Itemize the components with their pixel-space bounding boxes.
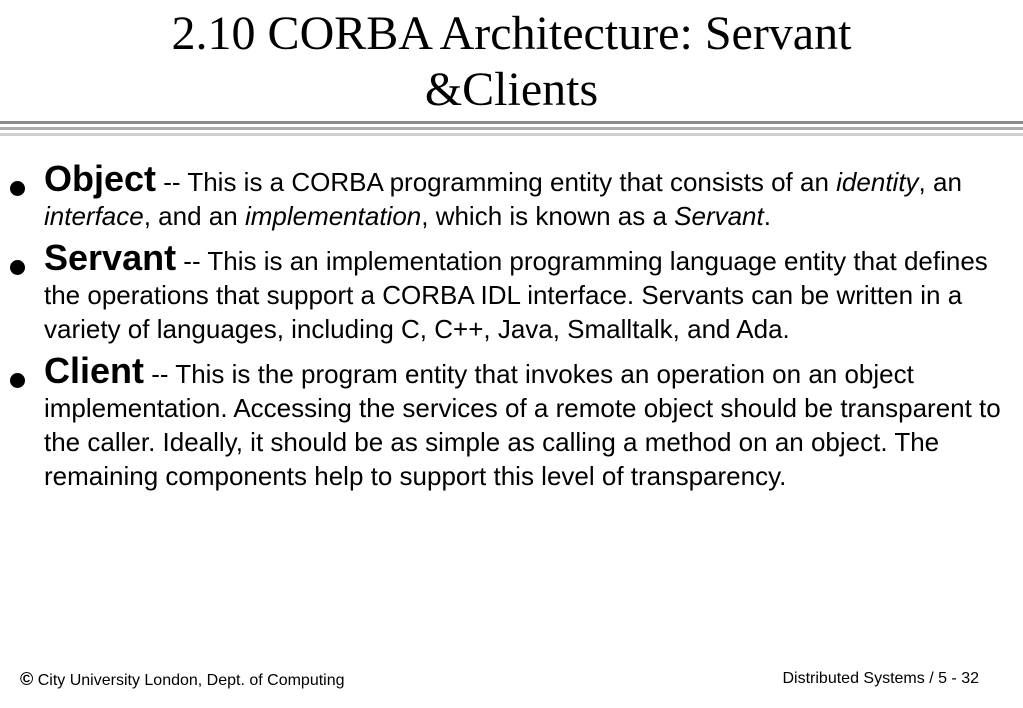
desc-italic-implementation: implementation [244, 201, 422, 231]
title-divider [0, 121, 1023, 139]
bullet-item-servant [10, 237, 1010, 346]
desc-italic-identity: identity [836, 167, 919, 197]
bullet-text [44, 350, 1010, 493]
desc-part: . [763, 201, 771, 231]
footer-page-info: Distributed Systems / 5 - 32 [782, 670, 979, 687]
bullet-item-object [10, 158, 1010, 233]
divider-line [0, 127, 1023, 130]
desc-text: -- This is the program entity that invokes an operation on an object implementation. Accessing the services of a remote object should be transparent to the caller. Ideally, it should be as simple as calling a method on an object. The remaining components help to support this level of transparency. [44, 359, 1001, 491]
slide-title-line-2: &Clients [424, 63, 599, 116]
desc-part: , which is known as a [421, 201, 675, 231]
bullet-list [10, 158, 1010, 501]
footer-left-text: City University London, Dept. of Computing [33, 672, 345, 689]
copyright-icon: © [20, 669, 34, 689]
desc-italic-interface: interface [44, 201, 144, 231]
term-object: Object [44, 158, 157, 199]
slide-title-line-1: 2.10 CORBA Architecture: Servant [171, 7, 852, 60]
desc-part: -- This is a CORBA programming entity that consists of an [156, 167, 837, 197]
bullet-text [44, 237, 1010, 346]
footer-copyright [20, 669, 345, 691]
bullet-text [44, 158, 1010, 233]
term-client: Client [44, 350, 145, 391]
bullet-dot-icon [10, 260, 25, 275]
slide-title [0, 6, 1023, 118]
desc-part: , and an [143, 201, 245, 231]
bullet-dot-icon [10, 181, 25, 196]
divider-line [0, 133, 1023, 136]
desc-italic-servant: Servant [674, 201, 764, 231]
bullet-item-client [10, 350, 1010, 493]
term-servant: Servant [44, 237, 177, 278]
divider-line [0, 121, 1023, 124]
bullet-dot-icon [10, 373, 25, 388]
desc-part: , an [918, 167, 962, 197]
desc-text: -- This is an implementation programming language entity that defines the operations that support a CORBA IDL interface. Servants can be written in a variety of languages, including C, C++, Java, Smalltalk, and Ada. [44, 246, 988, 344]
